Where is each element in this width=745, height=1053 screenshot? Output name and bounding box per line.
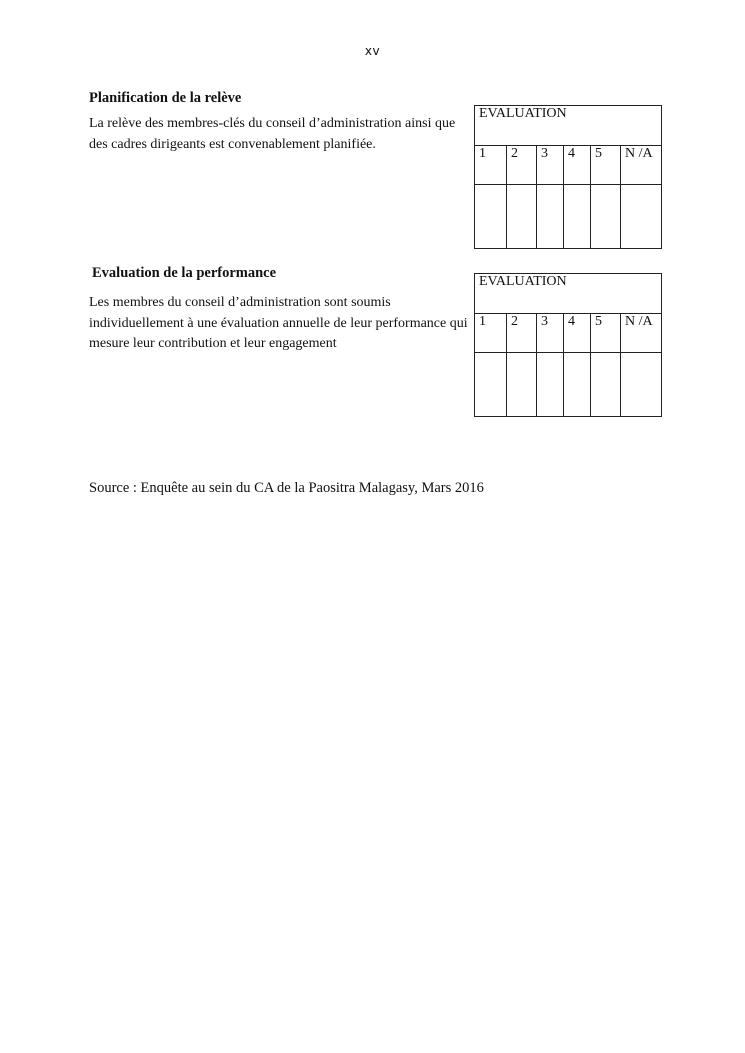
scale-label-1: 1 [475,146,507,185]
answer-cell-5[interactable] [591,185,621,249]
section-heading: Evaluation de la performance [92,265,277,281]
evaluation-table [474,105,662,249]
answer-cell-na[interactable] [621,185,662,249]
evaluation-header: EVALUATION [475,274,662,314]
scale-label-5: 5 [591,146,621,185]
answer-cell-na[interactable] [621,353,662,417]
source-note: Source : Enquête au sein du CA de la Paositra Malagasy, Mars 2016 [89,480,484,496]
answer-cell-4[interactable] [564,185,591,249]
scale-label-2: 2 [507,314,537,353]
scale-label-1: 1 [475,314,507,353]
answer-cell-1[interactable] [475,353,507,417]
answer-cell-2[interactable] [507,353,537,417]
scale-label-na: N /A [621,314,662,353]
answer-cell-1[interactable] [475,185,507,249]
answer-cell-2[interactable] [507,185,537,249]
scale-label-na: N /A [621,146,662,185]
answer-cell-4[interactable] [564,353,591,417]
answer-cell-3[interactable] [537,353,564,417]
scale-label-4: 4 [564,314,591,353]
scale-label-5: 5 [591,314,621,353]
scale-label-3: 3 [537,314,564,353]
evaluation-table [474,273,662,417]
answer-cell-3[interactable] [537,185,564,249]
section-heading: Planification de la relève [89,90,242,106]
page-number: xv [364,44,381,58]
scale-label-3: 3 [537,146,564,185]
scale-label-2: 2 [507,146,537,185]
section-text: La relève des membres-clés du conseil d’administration ainsi que des cadres dirigeants est convenablement planifiée. [89,116,456,152]
answer-cell-5[interactable] [591,353,621,417]
evaluation-header: EVALUATION [475,106,662,146]
section-succession-planning [89,89,469,155]
scale-label-4: 4 [564,146,591,185]
section-text: Les membres du conseil d’administration sont soumis individuellement à une évaluation annuelle de leur performance qui mesure leur contribution et leur engagement [89,295,468,351]
section-performance-evaluation [89,264,469,355]
